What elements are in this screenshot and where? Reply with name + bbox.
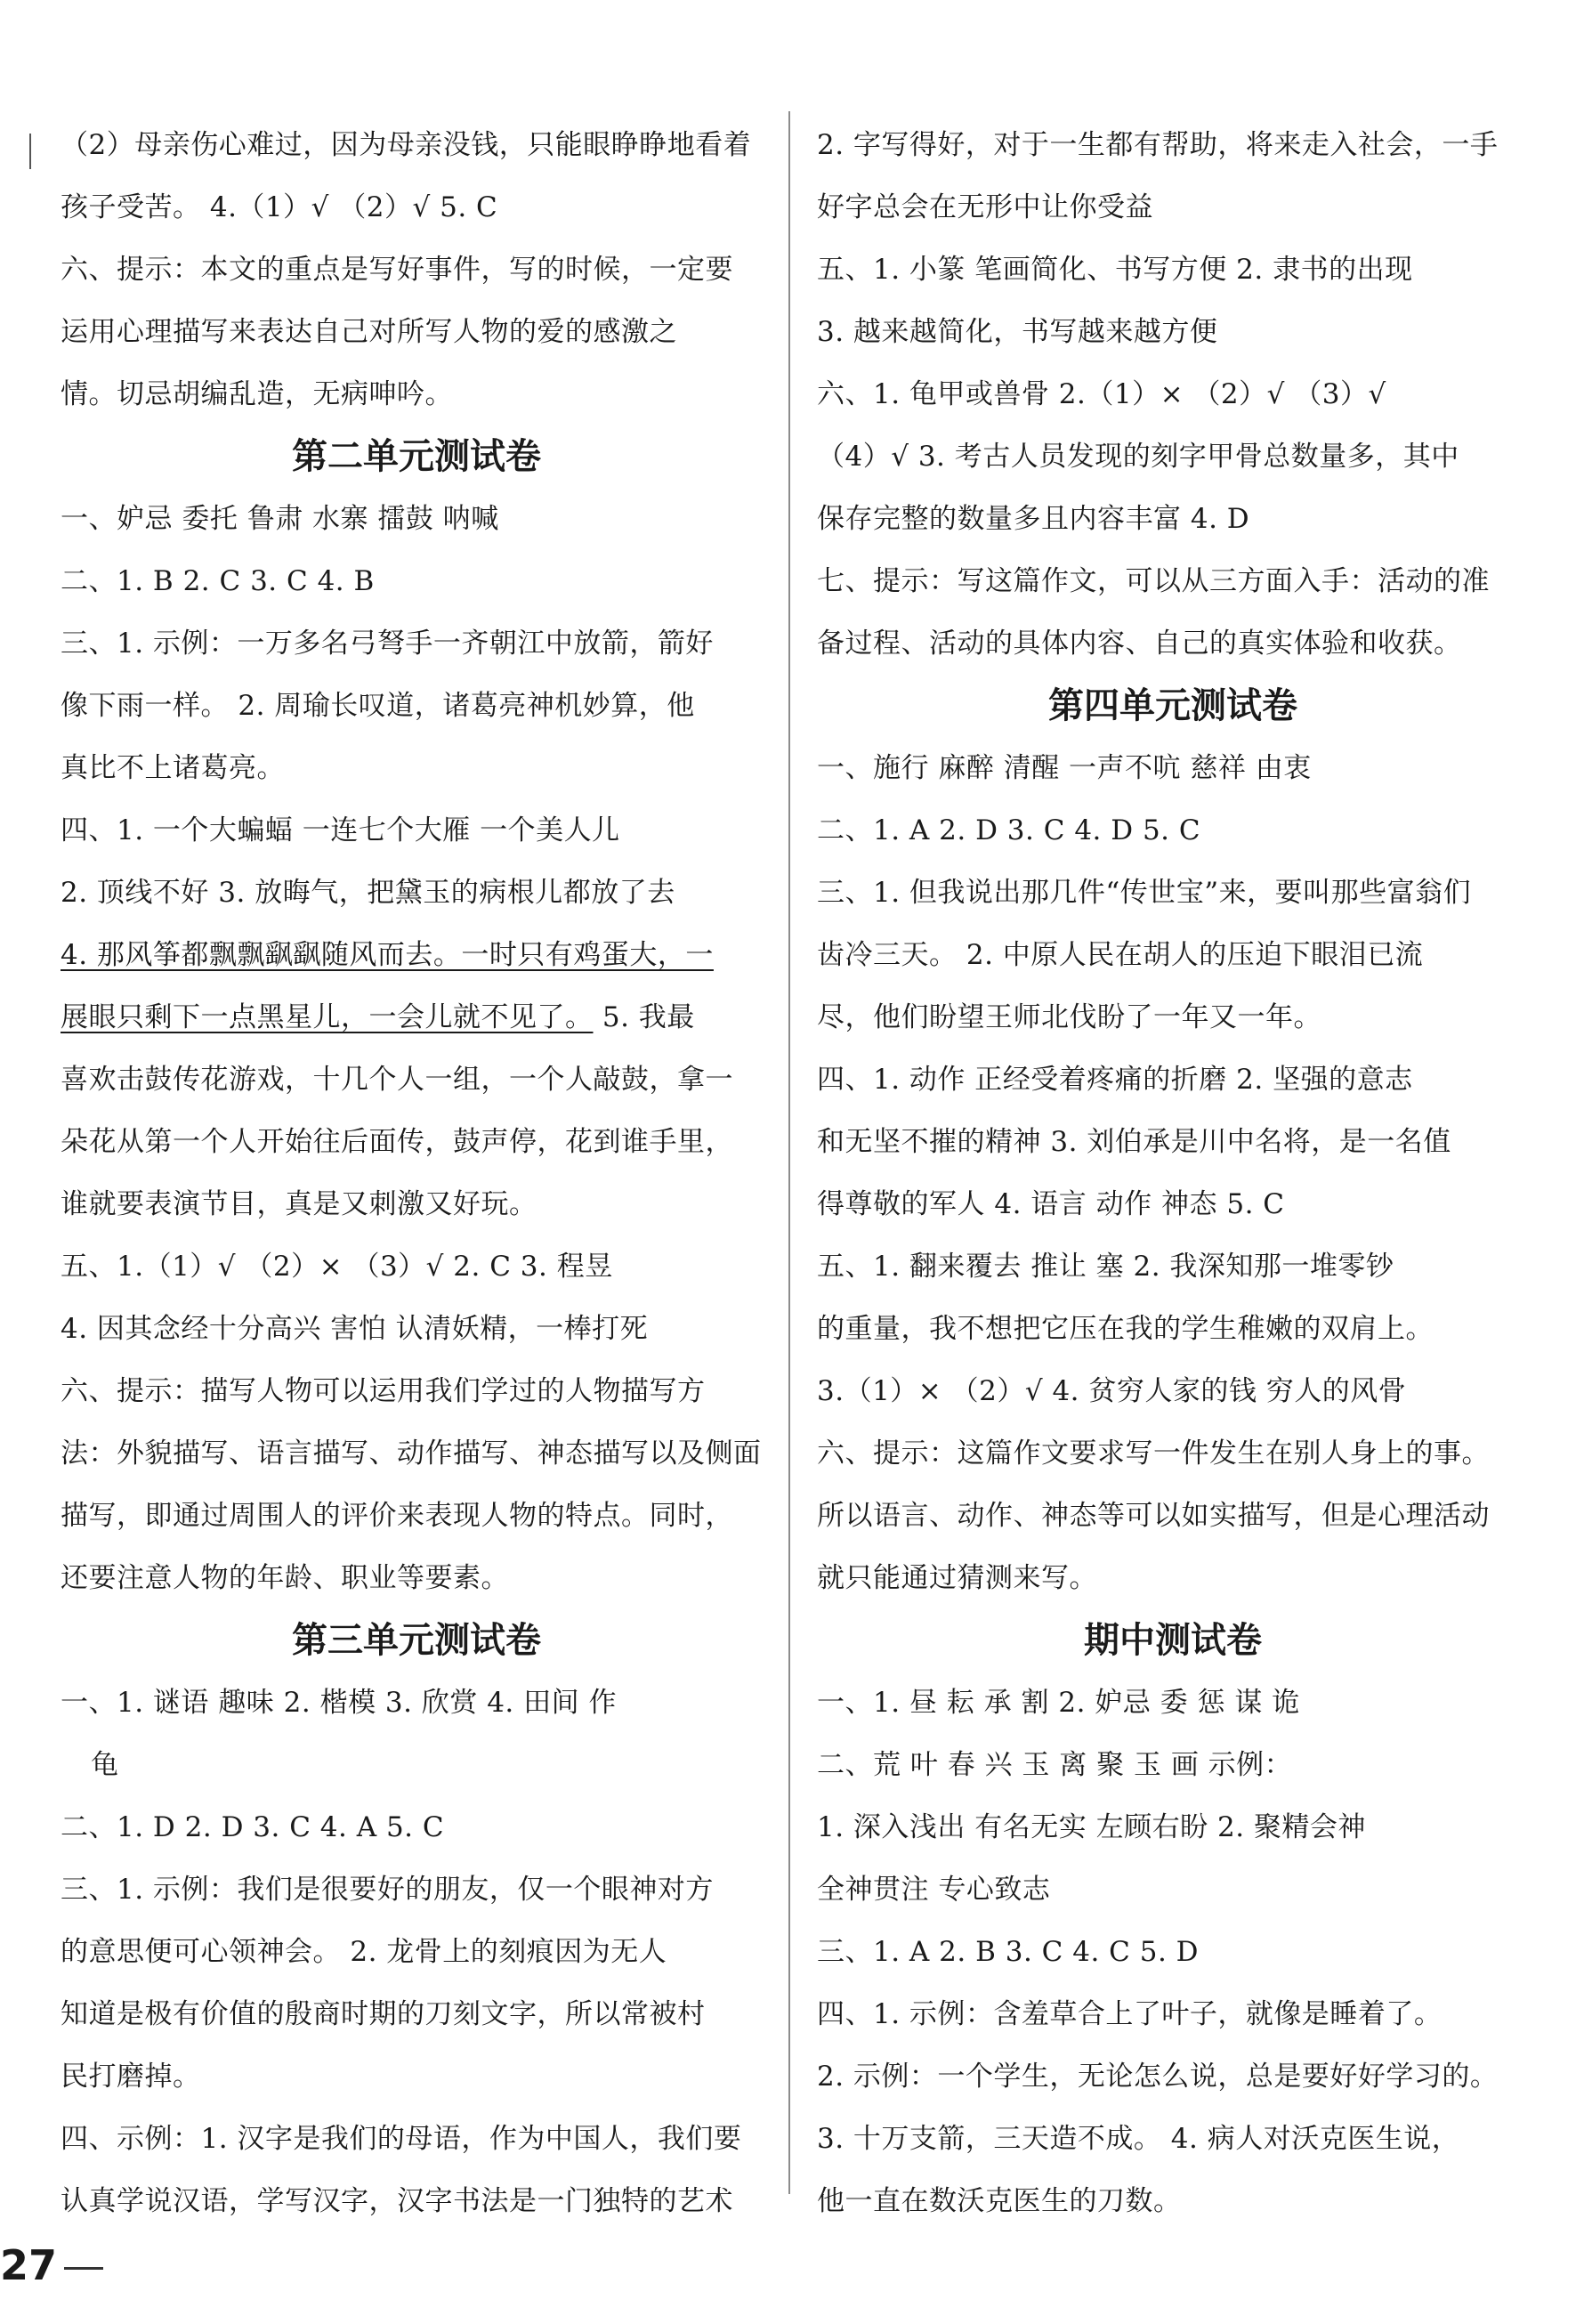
text-line: 一、施行 麻醉 清醒 一声不吭 慈祥 由衷 [817,752,1312,784]
answer-text: 5. 我最 [593,1001,695,1033]
left-column [61,114,772,2232]
text-line: 的意思便可心领神会。 2. 龙骨上的刻痕因为无人 [61,1936,667,1968]
text-line: 五、1.（1）√ （2）× （3）√ 2. C 3. 程昱 [61,1251,613,1283]
text-line: 他一直在数沃克医生的刀数。 [817,2185,1182,2217]
text-line: 六、1. 龟甲或兽骨 2.（1）× （2）√ （3）√ [817,378,1386,410]
text-line: 2. 字写得好，对于一生都有帮助，将来走入社会，一手 [817,129,1499,161]
text-line: 民打磨掉。 [61,2061,201,2093]
text-line: 所以语言、动作、神态等可以如实描写，但是心理活动 [817,1500,1490,1532]
text-line: 运用心理描写来表达自己对所写人物的爱的感激之 [61,316,677,348]
text-line: 谁就要表演节目，真是又刺激又好玩。 [61,1188,537,1220]
text-line: （4）√ 3. 考古人员发现的刻字甲骨总数量多，其中 [817,441,1459,473]
text-line [61,986,772,1049]
text-line: 2. 示例：一个学生，无论怎么说，总是要好好学习的。 [817,2061,1499,2093]
text-line: 描写，即通过周围人的评价来表现人物的特点。同时， [61,1500,733,1532]
text-line: 像下雨一样。 2. 周瑜长叹道，诸葛亮神机妙算，他 [61,690,695,722]
text-line: 三、1. 示例：我们是很要好的朋友，仅一个眼神对方 [61,1874,714,1906]
text-line: 喜欢击鼓传花游戏，十几个人一组，一个人敲鼓，拿一 [61,1064,733,1096]
text-line: 三、1. 示例：一万多名弓弩手一齐朝江中放箭，箭好 [61,628,714,660]
column-divider [788,111,790,2194]
text-line: 四、1. 一个大蝙蝠 一连七个大雁 一个美人儿 [61,814,620,846]
text-line: 朵花从第一个人开始往后面传，鼓声停，花到谁手里， [61,1126,733,1158]
text-line: 三、1. 但我说出那几件“传世宝”来，要叫那些富翁们 [817,877,1472,909]
text-line: 三、1. A 2. B 3. C 4. C 5. D [817,1936,1200,1968]
text-line: 四、1. 动作 正经受着疼痛的折磨 2. 坚强的意志 [817,1064,1413,1096]
unit2-title: 第二单元测试卷 [292,436,541,477]
text-line: 四、示例：1. 汉字是我们的母语，作为中国人，我们要 [61,2123,742,2155]
text-line: 得尊敬的军人 4. 语言 动作 神态 5. C [817,1188,1285,1220]
text-line: 3. 越来越简化，书写越来越方便 [817,316,1218,348]
midterm-title: 期中测试卷 [1084,1620,1262,1661]
margin-mark [29,134,31,169]
text-line: 好字总会在无形中让你受益 [817,191,1153,223]
text-line: 知道是极有价值的殷商时期的刀刻文字，所以常被村 [61,1998,706,2030]
underlined-answer: 展眼只剩下一点黑星儿，一会儿就不见了。 [61,1001,594,1033]
text-line: 1. 深入浅出 有名无实 左顾右盼 2. 聚精会神 [817,1811,1366,1843]
text-line: 全神贯注 专心致志 [817,1874,1051,1906]
unit3-title: 第三单元测试卷 [292,1620,541,1661]
text-line: 就只能通过猜测来写。 [817,1562,1097,1594]
text-line: 2. 顶线不好 3. 放晦气，把黛玉的病根儿都放了去 [61,877,675,909]
text-line: 法：外貌描写、语言描写、动作描写、神态描写以及侧面 [61,1437,762,1470]
text-line: 五、1. 小篆 笔画简化、书写方便 2. 隶书的出现 [817,254,1413,286]
text-line: 二、1. D 2. D 3. C 4. A 5. C [61,1811,445,1843]
text-line: 六、提示：这篇作文要求写一件发生在别人身上的事。 [817,1437,1490,1470]
text-line: 3.（1）× （2）√ 4. 贫穷人家的钱 穷人的风骨 [817,1375,1407,1407]
text-line: 真比不上诸葛亮。 [61,752,285,784]
text-line: 龟 [91,1749,119,1781]
text-line: 备过程、活动的具体内容、自己的真实体验和收获。 [817,628,1462,660]
text-line: 3. 十万支箭，三天造不成。 4. 病人对沃克医生说， [817,2123,1460,2155]
page-number: 27 [0,2241,58,2289]
page-number-dash [64,2267,103,2270]
text-line: 4. 因其念经十分高兴 害怕 认清妖精，一棒打死 [61,1313,649,1345]
text-line: 一、1. 昼 耘 承 割 2. 妒忌 委 惩 谋 诡 [817,1687,1300,1719]
text-line: 一、妒忌 委托 鲁肃 水寨 擂鼓 呐喊 [61,503,499,535]
text-line: 尽，他们盼望王师北伐盼了一年又一年。 [817,1001,1321,1033]
text-line: 二、1. B 2. C 3. C 4. B [61,565,375,597]
text-line: 认真学说汉语，学写汉字，汉字书法是一门独特的艺术 [61,2185,733,2217]
text-line: 五、1. 翻来覆去 推让 塞 2. 我深知那一堆零钞 [817,1251,1394,1283]
text-line: 保存完整的数量多且内容丰富 4. D [817,503,1250,535]
text-line: 孩子受苦。 4.（1）√ （2）√ 5. C [61,191,498,223]
text-line: 和无坚不摧的精神 3. 刘伯承是川中名将，是一名值 [817,1126,1451,1158]
text-line: 的重量，我不想把它压在我的学生稚嫩的双肩上。 [817,1313,1434,1345]
text-line: 六、提示：描写人物可以运用我们学过的人物描写方 [61,1375,706,1407]
text-line: （2）母亲伤心难过，因为母亲没钱，只能眼睁睁地看着 [61,129,752,161]
text-line [61,924,772,986]
text-line: 七、提示：写这篇作文，可以从三方面入手：活动的准 [817,565,1490,597]
text-line: 四、1. 示例：含羞草合上了叶子，就像是睡着了。 [817,1998,1443,2030]
text-line: 六、提示：本文的重点是写好事件，写的时候，一定要 [61,254,733,286]
text-line: 二、荒 叶 春 兴 玉 离 聚 玉 画 示例： [817,1749,1293,1781]
text-line: 齿冷三天。 2. 中原人民在胡人的压迫下眼泪已流 [817,939,1424,971]
text-line: 还要注意人物的年龄、职业等要素。 [61,1562,509,1594]
text-line: 二、1. A 2. D 3. C 4. D 5. C [817,814,1201,846]
text-line: 情。切忌胡编乱造，无病呻吟。 [61,378,453,410]
text-line: 一、1. 谜语 趣味 2. 楷模 3. 欣赏 4. 田间 作 [61,1687,617,1719]
right-column [817,114,1529,2232]
underlined-answer: 4. 那风筝都飘飘飖飖随风而去。一时只有鸡蛋大，一 [61,939,714,971]
unit4-title: 第四单元测试卷 [1048,685,1297,726]
